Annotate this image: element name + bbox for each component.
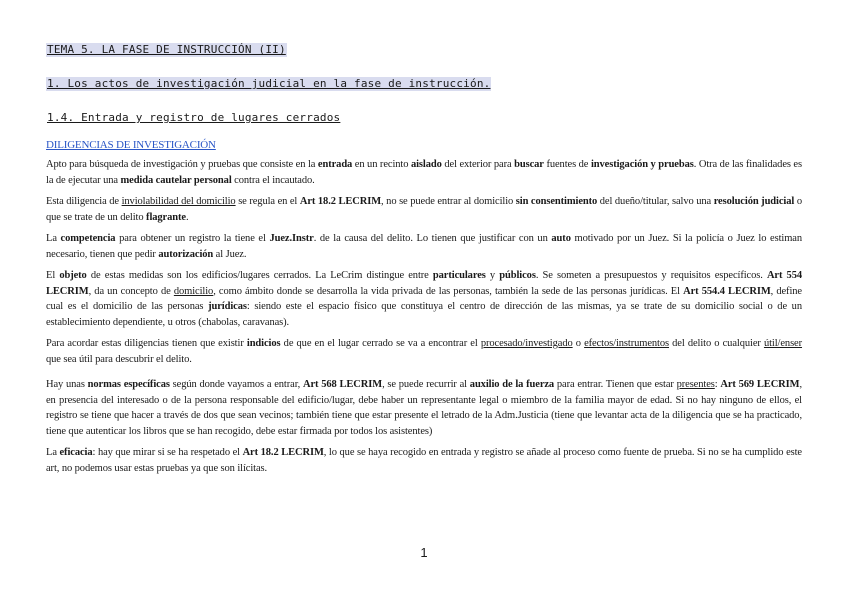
chapter-heading xyxy=(46,40,802,58)
section-heading-text: 1. Los actos de investigación judicial en la fase de instrucción. xyxy=(47,77,491,90)
paragraph-normas: Hay unas normas específicas según donde vayamos a entrar, Art 568 LECRIM, se puede recurrir al auxilio de la fuerza para entrar. Tienen que estar presentes: Art 569 LECRIM, en presencia del interesado o de la persona responsable del edificio/lugar, debe haber un representante legal o miembro de la familia mayor de edad. Si no hay ninguno de ellos, el registro se tiene que hacer a través de dos que sean vecinos; también tiene que estar presente el letrado de la Adm.Justicia (tiene que levantar acta de la diligencia que se ha practicado, tiene que autenticar los libros que se han recogido, debe estar firmada por todos los asistentes) xyxy=(46,379,802,437)
paragraph-inviolabilidad: Esta diligencia de inviolabilidad del domicilio se regula en el Art 18.2 LECRIM, no se puede entrar al domicilio sin consentimiento del dueño/titular, salvo una resolución judicial o que se trate de un delito flagrante. xyxy=(46,196,802,223)
paragraph-objeto: El objeto de estas medidas son los edificios/lugares cerrados. La LeCrim distingue entre particulares y públicos. Se someten a presupuestos y requisitos específicos. Art 554 LECRIM, da un concepto de domicilio, como ámbito donde se desarrolla la vida privada de las personas, también la sede de las personas jurídicas. El Art 554.4 LECRIM, define cual es el domicilio de las personas jurídicas: siendo este el espacio físico que constituya el centro de dirección de las mismas, ya se trate de su domicilio social o de un establecimiento dependiente, u otros (chabolas, caravanas). xyxy=(46,270,803,328)
document-body xyxy=(46,40,802,482)
chapter-heading-text: TEMA 5. LA FASE DE INSTRUCCIÓN (II) xyxy=(47,43,286,56)
diligencias-heading[interactable]: DILIGENCIAS DE INVESTIGACIÓN xyxy=(46,139,216,151)
subsection-heading-text: 1.4. Entrada y registro de lugares cerrados xyxy=(47,111,341,124)
paragraph-competencia: La competencia para obtener un registro la tiene el Juez.Instr. de la causa del delito. Lo tienen que justificar con un auto motivado por un Juez. Si la policía o Juez lo estiman necesario, tienen que pedir autorización al Juez. xyxy=(46,233,802,260)
paragraph-eficacia: La eficacia: hay que mirar si se ha respetado el Art 18.2 LECRIM, lo que se haya recogido en entrada y registro se añade al proceso como fuente de prueba. Si no se ha cumplido este art, no podemos usar estas pruebas ya que son ilícitas. xyxy=(46,447,802,474)
paragraph-definition: Apto para búsqueda de investigación y pruebas que consiste en la entrada en un recinto aislado del exterior para buscar fuentes de investigación y pruebas. Otra de las finalidades es la de ejecutar una medida cautelar personal contra el incautado. xyxy=(46,159,802,186)
section-heading xyxy=(46,74,802,92)
page-number: 1 xyxy=(420,545,428,560)
paragraph-indicios: Para acordar estas diligencias tienen que existir indicios de que en el lugar cerrado se va a encontrar el procesado/investigado o efectos/instrumentos del delito o cualquier útil/enser que sea útil para descubrir el delito. xyxy=(46,338,803,365)
subsection-heading xyxy=(46,108,802,126)
